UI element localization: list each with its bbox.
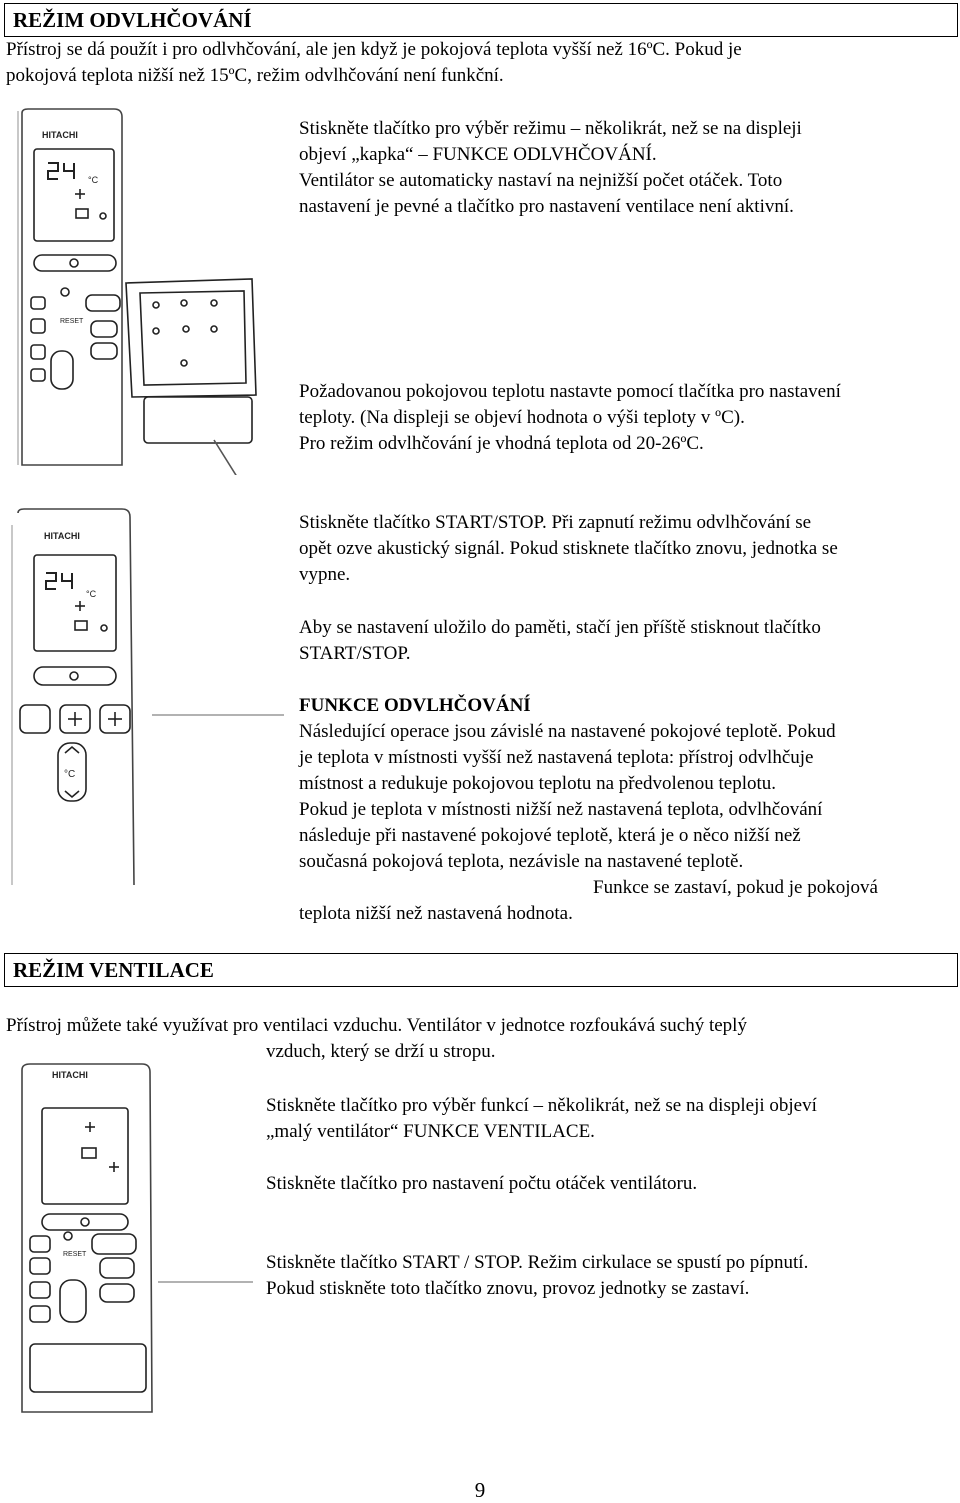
ventilation-intro — [6, 1013, 956, 1065]
step-line: Stiskněte tlačítko START/STOP. Při zapnutí režimu odvlhčování se — [299, 512, 812, 533]
page-number: 9 — [474, 1478, 486, 1502]
step-line: START/STOP. — [299, 643, 411, 664]
step-line: Stiskněte tlačítko pro výběr režimu – několikrát, než se na displeji — [299, 118, 802, 139]
step-line: Stiskněte tlačítko START / STOP. Režim cirkulace se spustí po pípnutí. — [266, 1252, 809, 1273]
remote-brand: HITACHI — [52, 1070, 88, 1080]
dehumidify-function-block — [299, 693, 957, 927]
dehumidify-intro — [6, 37, 956, 89]
remote-reset-label: RESET — [60, 318, 84, 325]
step-line: Stiskněte tlačítko pro výběr funkcí – několikrát, než se na displeji objeví — [266, 1095, 817, 1116]
remote-drawing — [4, 505, 289, 890]
step-line: teploty. (Na displeji se objeví hodnota o výši teploty v ºC). — [299, 407, 745, 428]
dehumidify-step3 — [299, 510, 957, 588]
function-heading: FUNKCE ODVLHČOVÁNÍ — [299, 695, 531, 716]
function-line: Funkce se zastaví, pokud je pokojová — [593, 877, 878, 898]
step-line: opět ozve akustický signál. Pokud stisknete tlačítko znovu, jednotka se — [299, 538, 838, 559]
remote-celsius-label: °C — [64, 769, 76, 780]
section-title-dehumidify: REŽIM ODVLHČOVÁNÍ — [13, 8, 252, 32]
step-line: objeví „kapka“ – FUNKCE ODLVHČOVÁNÍ. — [299, 144, 657, 165]
ventilation-step2 — [266, 1171, 958, 1197]
remote-drawing — [4, 105, 289, 475]
dehumidify-step1 — [299, 116, 957, 220]
remote-display-unit: °C — [88, 175, 99, 185]
dehumidify-intro-line: Přístroj se dá použít i pro odlvhčování, ale jen když je pokojová teplota vyšší než 16ºC. Pokud je — [6, 39, 742, 60]
remote-illustration-2 — [4, 505, 289, 890]
function-line: místnost a redukuje pokojovou teplotu na předvolenou teplotu. — [299, 773, 777, 794]
remote-illustration-1 — [4, 105, 289, 475]
step-line: Pokud stiskněte toto tlačítko znovu, provoz jednotky se zastaví. — [266, 1278, 750, 1299]
step-line: Pro režim odvlhčování je vhodná teplota od 20-26ºC. — [299, 433, 704, 454]
ventilation-intro-line: vzduch, který se drží u stropu. — [266, 1041, 496, 1062]
function-line: Pokud je teplota v místnosti nižší než nastavená teplota, odvlhčování — [299, 799, 823, 820]
ventilation-step3 — [266, 1250, 958, 1302]
remote-illustration-3 — [18, 1062, 258, 1417]
step-line: „malý ventilátor“ FUNKCE VENTILACE. — [266, 1121, 595, 1142]
remote-drawing — [18, 1062, 258, 1417]
step-line: Požadovanou pokojovou teplotu nastavte pomocí tlačítka pro nastavení — [299, 381, 841, 402]
function-line: současná pokojová teplota, nezávisle na nastavené teplotě. — [299, 851, 744, 872]
dehumidify-step4 — [299, 615, 957, 667]
function-line: Následující operace jsou závislé na nastavené pokojové teplotě. Pokud — [299, 721, 836, 742]
section-title-box-ventilation — [4, 953, 958, 987]
step-line: Aby se nastavení uložilo do paměti, stačí jen příště stisknout tlačítko — [299, 617, 821, 638]
function-line: teplota nižší než nastavená hodnota. — [299, 903, 573, 924]
step-line: nastavení je pevné a tlačítko pro nastavení ventilace není aktivní. — [299, 196, 794, 217]
step-line: Stiskněte tlačítko pro nastavení počtu otáček ventilátoru. — [266, 1173, 698, 1194]
remote-display-unit: °C — [86, 589, 97, 599]
ventilation-intro-line: Přístroj můžete také využívat pro ventilaci vzduchu. Ventilátor v jednotce rozfoukává suchý teplý — [6, 1015, 747, 1036]
remote-reset-label: RESET — [63, 1251, 87, 1258]
remote-brand: HITACHI — [42, 130, 78, 140]
function-line: je teplota v místnosti vyšší než nastavená teplota: přístroj odvlhčuje — [299, 747, 814, 768]
remote-brand: HITACHI — [44, 531, 80, 541]
dehumidify-intro-line: pokojová teplota nižší než 15ºC, režim odvlhčování není funkční. — [6, 65, 504, 86]
section-title-ventilation: REŽIM VENTILACE — [13, 958, 214, 982]
function-line: následuje při nastavené pokojové teplotě, která je o něco nižší než — [299, 825, 801, 846]
ventilation-step1 — [266, 1093, 958, 1145]
step-line: vypne. — [299, 564, 351, 585]
step-line: Ventilátor se automaticky nastaví na nejnižší počet otáček. Toto — [299, 170, 783, 191]
dehumidify-step2 — [299, 379, 957, 457]
section-title-box-dehumidify — [4, 3, 958, 37]
